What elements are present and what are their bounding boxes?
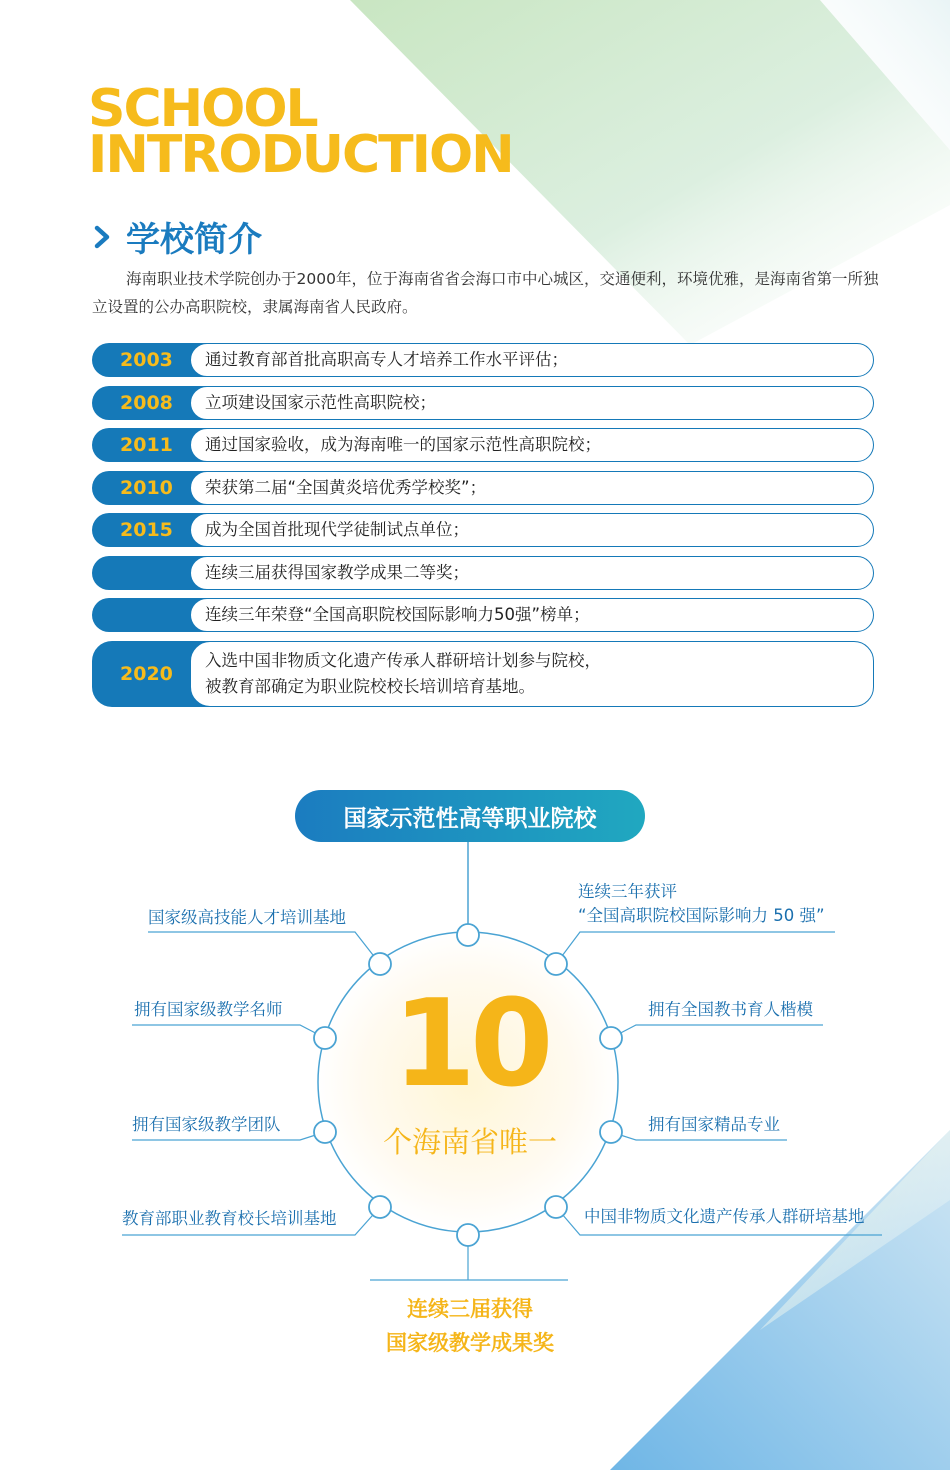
label-bottom: 连续三届获得 国家级教学成果奖 (386, 1297, 554, 1355)
timeline-year: 2015 (92, 513, 242, 547)
timeline-text: 连续三年荣登“全国高职院校国际影响力50强”榜单； (190, 598, 874, 632)
node-top (457, 924, 479, 946)
chevron-right-icon (90, 224, 116, 250)
english-title (88, 79, 513, 185)
timeline-row (92, 641, 874, 707)
timeline-row (92, 386, 874, 420)
timeline (92, 343, 874, 715)
intro-paragraph: 海南职业技术学院创办于2000年，位于海南省省会海口市中心城区，交通便利，环境优雅，是海南省第一所独立设置的公办高职院校，隶属海南省人民政府。 (92, 270, 879, 316)
center-text: 个海南省唯一 (382, 1125, 557, 1159)
timeline-year: 2008 (92, 386, 242, 420)
timeline-row (92, 428, 874, 462)
node-right-2 (600, 1027, 622, 1049)
timeline-row (92, 556, 874, 590)
timeline-year: 2020 (92, 641, 242, 707)
node-right-1 (545, 953, 567, 975)
label-right-1: 连续三年获评 “全国高职院校国际影响力 50 强” (578, 882, 825, 925)
timeline-year: 2003 (92, 343, 242, 377)
label-left-4: 教育部职业教育校长培训基地 (122, 1209, 337, 1228)
label-left-1: 国家级高技能人才培训基地 (148, 908, 346, 927)
node-left-3 (314, 1121, 336, 1143)
page-title: 学校简介 (126, 220, 262, 260)
timeline-row (92, 598, 874, 632)
english-title-line2: INTRODUCTION (88, 125, 513, 185)
node-right-4 (545, 1196, 567, 1218)
timeline-row (92, 471, 874, 505)
label-left-3: 拥有国家级教学团队 (132, 1115, 281, 1134)
node-bottom (457, 1224, 479, 1246)
banner-title: 国家示范性高等职业院校 (295, 790, 645, 842)
timeline-text: 立项建设国家示范性高职院校； (190, 386, 874, 420)
label-right-4: 中国非物质文化遗产传承人群研培基地 (584, 1207, 865, 1226)
timeline-text: 成为全国首批现代学徒制试点单位； (190, 513, 874, 547)
honors-diagram (0, 780, 950, 1400)
timeline-text: 通过教育部首批高职高专人才培养工作水平评估； (190, 343, 874, 377)
center-number: 10 (392, 975, 548, 1114)
timeline-year: 2010 (92, 471, 242, 505)
node-left-1 (369, 953, 391, 975)
section-heading (90, 212, 262, 261)
timeline-text: 荣获第二届“全国黄炎培优秀学校奖”； (190, 471, 874, 505)
node-left-2 (314, 1027, 336, 1049)
timeline-row (92, 513, 874, 547)
node-left-4 (369, 1196, 391, 1218)
timeline-text: 通过国家验收，成为海南唯一的国家示范性高职院校； (190, 428, 874, 462)
english-title-line1: SCHOOL (88, 79, 317, 139)
timeline-year: 2011 (92, 428, 242, 462)
label-right-2: 拥有全国教书育人楷模 (648, 1000, 813, 1019)
label-left-2: 拥有国家级教学名师 (134, 1000, 283, 1019)
node-right-3 (600, 1121, 622, 1143)
timeline-text: 连续三届获得国家教学成果二等奖； (190, 556, 874, 590)
label-right-3: 拥有国家精品专业 (648, 1115, 780, 1134)
timeline-row (92, 343, 874, 377)
timeline-text: 入选中国非物质文化遗产传承人群研培计划参与院校， 被教育部确定为职业院校校长培训培育基地。 (190, 641, 874, 707)
